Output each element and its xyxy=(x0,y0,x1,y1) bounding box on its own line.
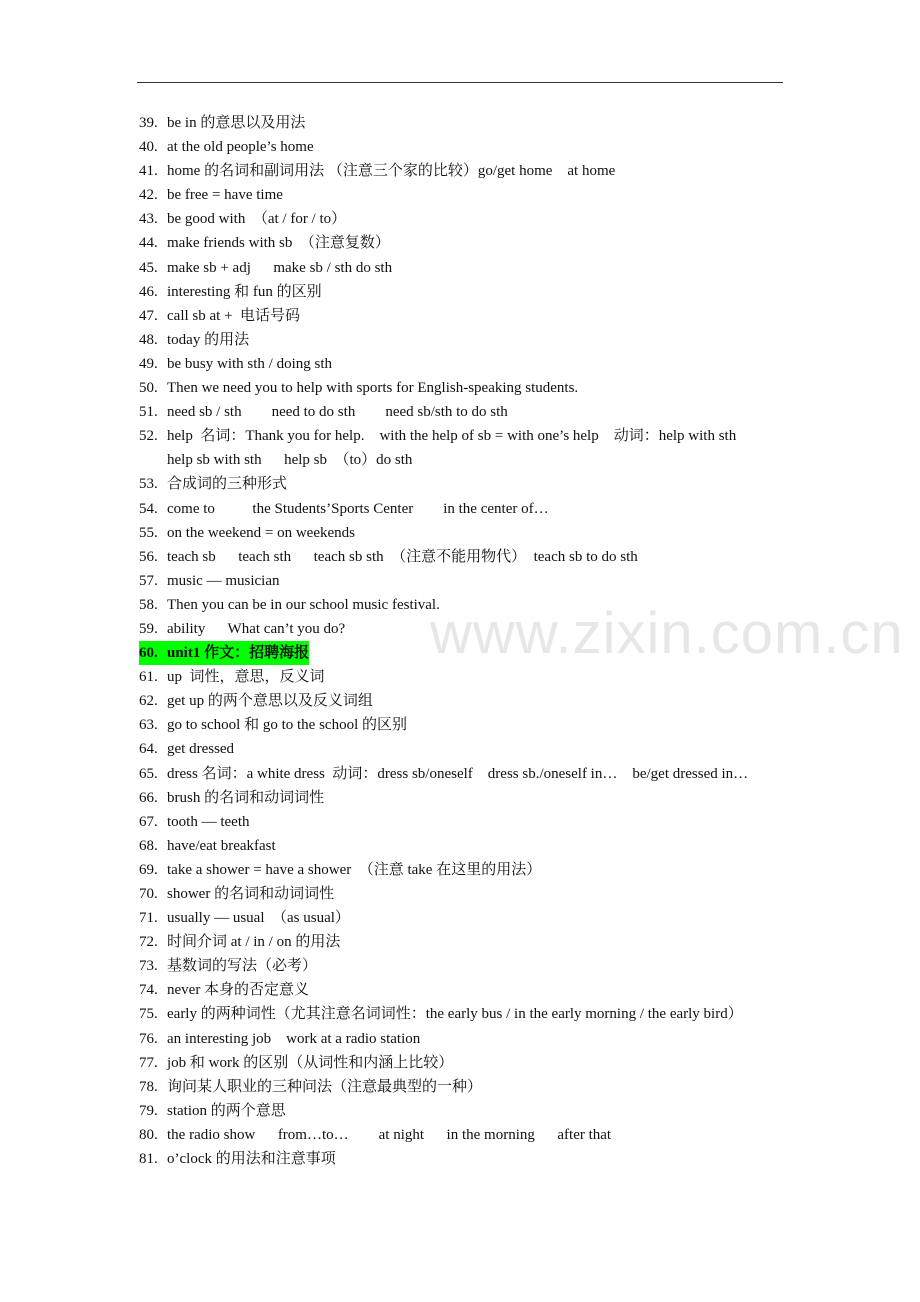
list-item xyxy=(139,183,809,207)
item-number: 53. xyxy=(139,476,158,493)
list-item xyxy=(139,569,809,593)
item-number: 78. xyxy=(139,1078,158,1095)
item-number: 73. xyxy=(139,958,158,975)
item-number: 56. xyxy=(139,548,158,565)
item-number: 42. xyxy=(139,187,158,204)
item-number: 45. xyxy=(139,259,158,276)
item-text: 询问某人职业的三种问法（注意最典型的一种） xyxy=(167,1078,483,1095)
list-item xyxy=(139,1075,809,1099)
item-text: at the old people’s home xyxy=(167,139,314,156)
list-item xyxy=(139,978,809,1002)
item-text: go to school 和 go to the school 的区别 xyxy=(167,717,407,734)
item-number: 59. xyxy=(139,620,158,637)
item-text: station 的两个意思 xyxy=(167,1102,286,1119)
list-item xyxy=(139,593,809,617)
item-number: 60. xyxy=(139,641,167,665)
item-text: brush 的名词和动词词性 xyxy=(167,789,325,806)
item-text: up 词性，意思，反义词 xyxy=(167,669,325,686)
item-text: never 本身的否定意义 xyxy=(167,982,310,999)
item-text: dress 名词：a white dress 动词：dress sb/oneself dress sb./oneself in… be/get dressed in… xyxy=(167,765,749,782)
item-text: get up 的两个意思以及反义词组 xyxy=(167,693,373,710)
list-item xyxy=(139,1027,809,1051)
item-text: make sb + adj make sb / sth do sth xyxy=(167,259,393,276)
item-text: come to the Students’Sports Center in the center of… xyxy=(167,500,549,517)
list-item xyxy=(139,472,809,496)
item-number: 61. xyxy=(139,669,158,686)
item-number: 76. xyxy=(139,1030,158,1047)
item-text: shower 的名词和动词词性 xyxy=(167,886,335,902)
item-text: interesting 和 fun 的区别 xyxy=(167,283,322,300)
list-item xyxy=(139,786,809,810)
item-text: be free = have time xyxy=(167,187,283,204)
list-item xyxy=(139,135,809,159)
list-item xyxy=(139,159,809,183)
item-number: 68. xyxy=(139,837,158,854)
list-item xyxy=(139,954,809,978)
list-item xyxy=(139,930,809,954)
item-text: music — musician xyxy=(167,572,280,589)
list-item xyxy=(139,762,809,786)
list-item xyxy=(139,352,809,376)
item-number: 80. xyxy=(139,1126,158,1143)
item-number: 55. xyxy=(139,524,158,541)
item-number: 75. xyxy=(139,1006,158,1023)
list-item xyxy=(139,231,809,255)
item-text: get dressed xyxy=(167,741,235,758)
list-item xyxy=(139,207,809,231)
item-number: 74. xyxy=(139,982,158,999)
item-number: 57. xyxy=(139,572,158,589)
item-text: help 名词：Thank you for help. with the help of sb = with one’s help 动词：help with sth xyxy=(167,428,737,445)
item-number: 41. xyxy=(139,163,158,180)
list-item xyxy=(139,882,809,906)
list-item xyxy=(139,858,809,882)
numbered-list xyxy=(139,111,809,1171)
item-text: Then we need you to help with sports for English-speaking students. xyxy=(167,380,579,397)
item-text: usually — usual （as usual） xyxy=(167,910,350,927)
list-item xyxy=(139,689,809,713)
item-text: 基数词的写法（必考） xyxy=(167,958,318,975)
item-number: 72. xyxy=(139,934,158,951)
list-item xyxy=(139,617,809,641)
item-number: 40. xyxy=(139,139,158,156)
item-text: make friends with sb （注意复数） xyxy=(167,235,390,252)
item-number: 54. xyxy=(139,500,158,517)
item-number: 48. xyxy=(139,331,158,348)
list-item xyxy=(139,810,809,834)
list-item xyxy=(139,328,809,352)
list-item xyxy=(139,448,809,472)
item-number: 71. xyxy=(139,910,158,927)
item-number: 58. xyxy=(139,596,158,613)
list-item xyxy=(139,641,809,665)
watermark: www.zixin.com.cn xyxy=(430,601,904,666)
item-text: today 的用法 xyxy=(167,331,250,348)
list-item xyxy=(139,256,809,280)
item-text: help sb with sth help sb （to）do sth xyxy=(167,452,413,469)
item-number: 46. xyxy=(139,283,158,300)
item-text: early 的两种词性（尤其注意名词词性：the early bus / in the early morning / the early bird） xyxy=(167,1006,743,1023)
list-item xyxy=(139,906,809,930)
item-number: 39. xyxy=(139,115,158,131)
item-text: be busy with sth / doing sth xyxy=(167,355,333,372)
item-number: 66. xyxy=(139,789,158,806)
item-number: 44. xyxy=(139,235,158,252)
item-text: have/eat breakfast xyxy=(167,837,276,854)
item-text: be good with （at / for / to） xyxy=(167,211,347,228)
item-text: an interesting job work at a radio station xyxy=(167,1030,421,1047)
item-text: take a shower = have a shower （注意 take 在这里的用法） xyxy=(167,861,542,878)
list-item xyxy=(139,111,809,135)
item-text: Then you can be in our school music festival. xyxy=(167,596,440,613)
list-item xyxy=(139,1002,809,1026)
item-text: home 的名词和副词用法 （注意三个家的比较）go/get home at home xyxy=(167,163,616,180)
item-text: need sb / sth need to do sth need sb/sth to do sth xyxy=(167,404,508,421)
list-item xyxy=(139,280,809,304)
item-number: 65. xyxy=(139,765,158,782)
item-number: 50. xyxy=(139,380,158,397)
item-number: 51. xyxy=(139,404,158,421)
item-text: 时间介词 at / in / on 的用法 xyxy=(167,934,341,951)
item-number: 79. xyxy=(139,1102,158,1119)
list-item xyxy=(139,1147,809,1171)
item-text: o’clock 的用法和注意事项 xyxy=(167,1151,336,1168)
item-number: 47. xyxy=(139,307,158,324)
item-text: job 和 work 的区别（从词性和内涵上比较） xyxy=(167,1054,454,1071)
list-item xyxy=(139,834,809,858)
item-text: tooth — teeth xyxy=(167,813,250,830)
item-number: 63. xyxy=(139,717,158,734)
item-text: on the weekend = on weekends xyxy=(167,524,355,541)
item-number: 67. xyxy=(139,813,158,830)
item-number: 49. xyxy=(139,355,158,372)
item-text: ability What can’t you do? xyxy=(167,620,346,637)
item-number: 81. xyxy=(139,1151,158,1168)
item-text: 合成词的三种形式 xyxy=(167,476,288,493)
list-item xyxy=(139,665,809,689)
item-number: 62. xyxy=(139,693,158,710)
list-item xyxy=(139,737,809,761)
item-text: unit1 作文：招聘海报 xyxy=(167,641,309,665)
item-number: 52. xyxy=(139,428,158,445)
item-number xyxy=(139,448,167,472)
list-item xyxy=(139,1099,809,1123)
item-text: teach sb teach sth teach sb sth （注意不能用物代） teach sb to do sth xyxy=(167,548,638,565)
list-item xyxy=(139,521,809,545)
list-item xyxy=(139,424,809,448)
item-number: 77. xyxy=(139,1054,158,1071)
list-item xyxy=(139,1123,809,1147)
list-item xyxy=(139,545,809,569)
list-item xyxy=(139,304,809,328)
item-text: call sb at + 电话号码 xyxy=(167,307,301,324)
item-number: 69. xyxy=(139,861,158,878)
header-rule xyxy=(137,82,783,83)
item-text: the radio show from…to… at night in the morning after that xyxy=(167,1126,612,1143)
list-item xyxy=(139,497,809,521)
item-number: 64. xyxy=(139,741,158,758)
item-number: 43. xyxy=(139,211,158,228)
item-number: 70. xyxy=(139,886,158,902)
list-item xyxy=(139,1051,809,1075)
list-item xyxy=(139,376,809,400)
list-item xyxy=(139,400,809,424)
list-item xyxy=(139,713,809,737)
item-text: be in 的意思以及用法 xyxy=(167,115,306,131)
